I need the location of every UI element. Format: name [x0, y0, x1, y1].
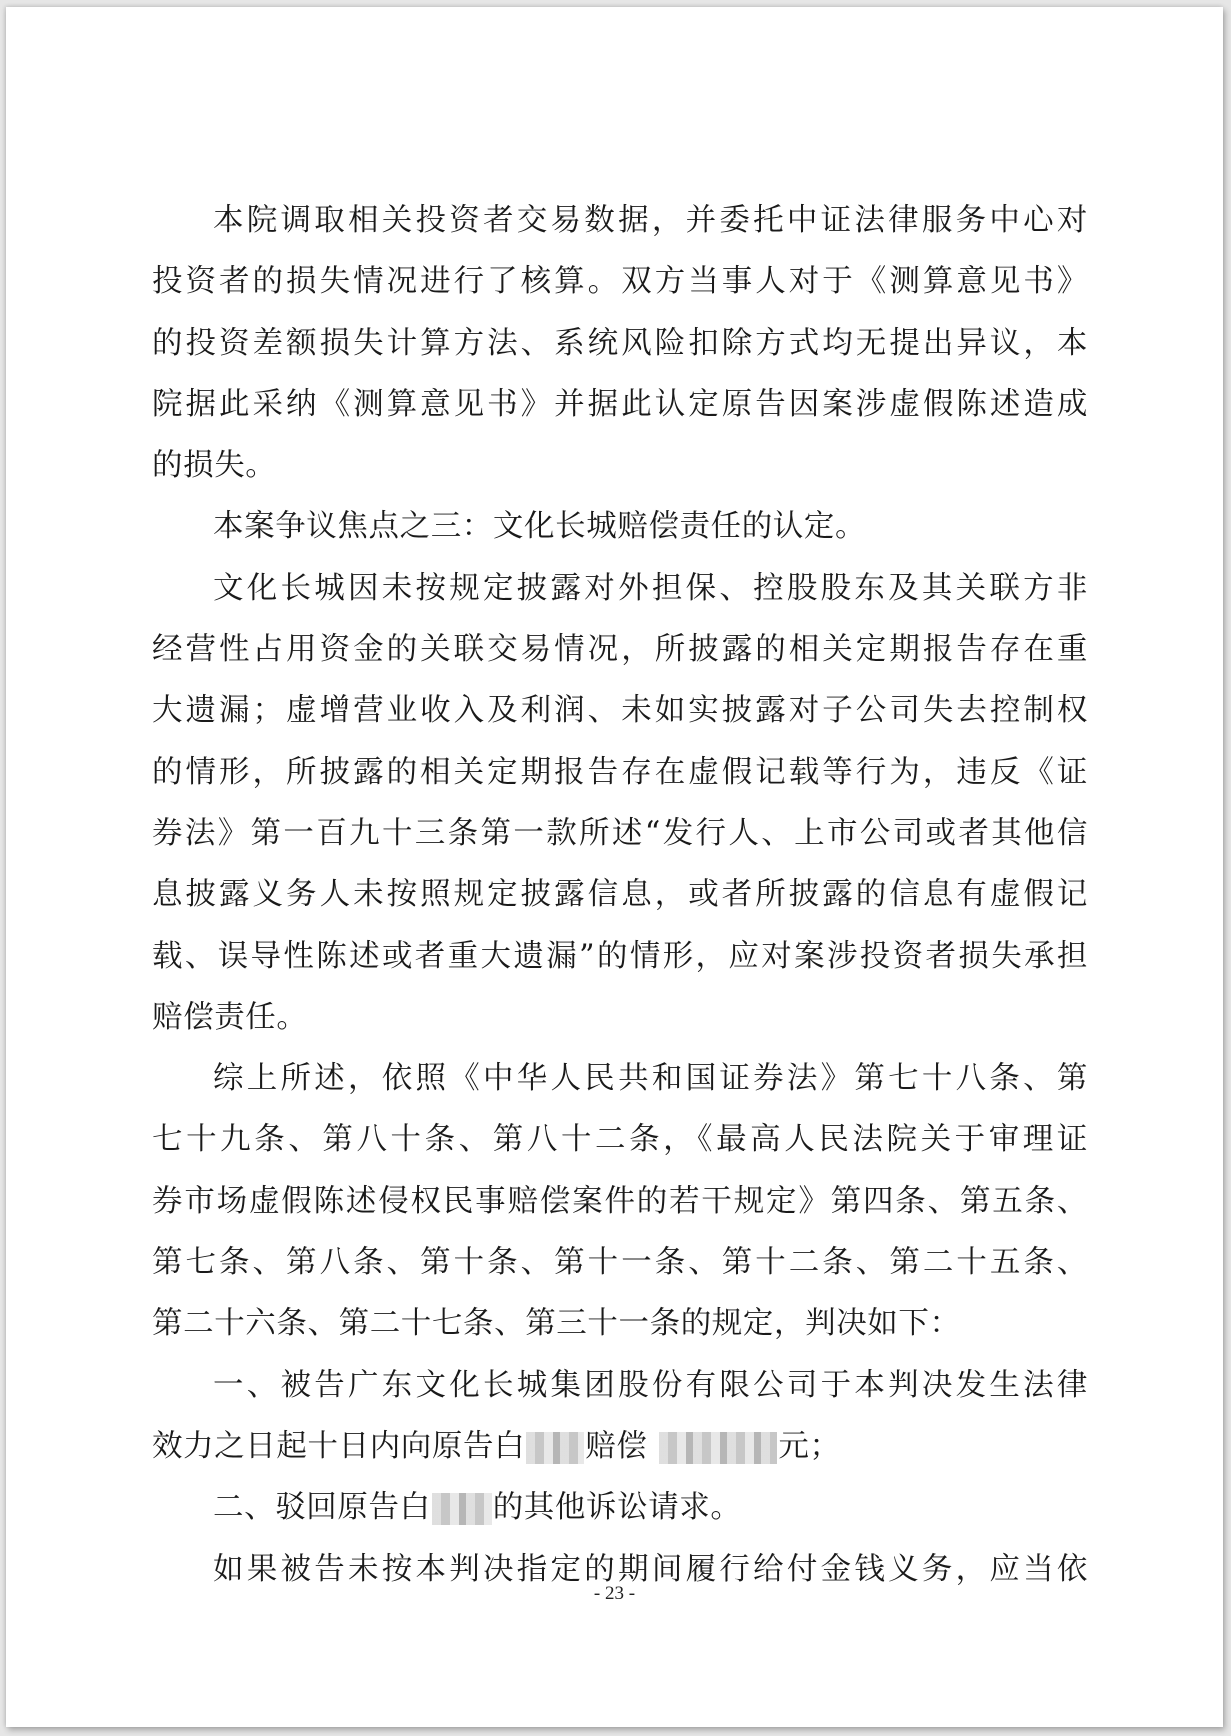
text-line: 投资者的损失情况进行了核算。双方当事人对于《测算意见书》 [152, 264, 1088, 300]
text-line: 载、误导性陈述或者重大遗漏”的情形，应对案涉投资者损失承担 [152, 938, 1088, 974]
paragraph-judgment-item-2 [152, 1477, 1088, 1538]
text-line [152, 1416, 1088, 1477]
paragraph-legal-basis [152, 1048, 1088, 1354]
text-fragment: 效力之日起十日内向原告白 [152, 1428, 526, 1464]
text-line: 本院调取相关投资者交易数据，并委托中证法律服务中心对 [213, 203, 1088, 238]
text-line: 七十九条、第八十条、第八十二条，《最高人民法院关于审理证 [152, 1122, 1088, 1158]
text-fragment: 的其他诉讼请求。 [492, 1490, 742, 1526]
paragraph-liability-analysis [152, 558, 1088, 1048]
document-body [152, 190, 1088, 1600]
text-line: 券市场虚假陈述侵权民事赔偿案件的若干规定》第四条、第五条、 [152, 1183, 1088, 1219]
redacted-plaintiff-name [432, 1493, 492, 1525]
text-line: 综上所述，依照《中华人民共和国证券法》第七十八条、第 [213, 1061, 1088, 1097]
redacted-compensation-amount [659, 1432, 777, 1464]
text-line: 一、被告广东文化长城集团股份有限公司于本判决发生法律 [213, 1367, 1088, 1403]
text-line: 本案争议焦点之三：文化长城赔偿责任的认定。 [213, 509, 867, 545]
text-line: 的情形，所披露的相关定期报告存在虚假记载等行为，违反《证 [152, 754, 1088, 790]
text-fragment: 二、驳回原告白 [213, 1490, 431, 1526]
text-fragment: 元； [778, 1428, 841, 1464]
paragraph-loss-calculation [152, 190, 1088, 496]
text-line: 如果被告未按本判决指定的期间履行给付金钱义务，应当依 [213, 1551, 1088, 1587]
text-line: 第七条、第八条、第十条、第十一条、第十二条、第二十五条、 [152, 1245, 1088, 1281]
text-line: 息披露义务人未按照规定披露信息，或者所披露的信息有虚假记 [152, 877, 1088, 913]
text-line: 经营性占用资金的关联交易情况，所披露的相关定期报告存在重 [152, 632, 1088, 668]
text-line: 大遗漏；虚增营业收入及利润、未如实披露对子公司失去控制权 [152, 693, 1088, 729]
paragraph-dispute-focus-heading [152, 496, 1088, 557]
text-line: 文化长城因未按规定披露对外担保、控股股东及其关联方非 [213, 570, 1088, 606]
text-line: 的损失。 [152, 448, 277, 484]
text-fragment: 赔偿 [585, 1428, 648, 1464]
page-number: - 23 - [593, 1583, 636, 1604]
document-page [6, 7, 1223, 1727]
text-line: 第二十六条、第二十七条、第三十一条的规定，判决如下： [152, 1306, 961, 1342]
text-line: 赔偿责任。 [152, 999, 308, 1035]
text-line: 的投资差额损失计算方法、系统风险扣除方式均无提出异议，本 [152, 325, 1088, 361]
text-line [152, 1477, 1088, 1538]
text-line: 券法》第一百九十三条第一款所述“发行人、上市公司或者其他信 [152, 815, 1088, 851]
text-line: 院据此采纳《测算意见书》并据此认定原告因案涉虚假陈述造成 [152, 386, 1088, 422]
paragraph-judgment-item-1 [152, 1355, 1088, 1478]
redacted-plaintiff-name [526, 1432, 584, 1464]
